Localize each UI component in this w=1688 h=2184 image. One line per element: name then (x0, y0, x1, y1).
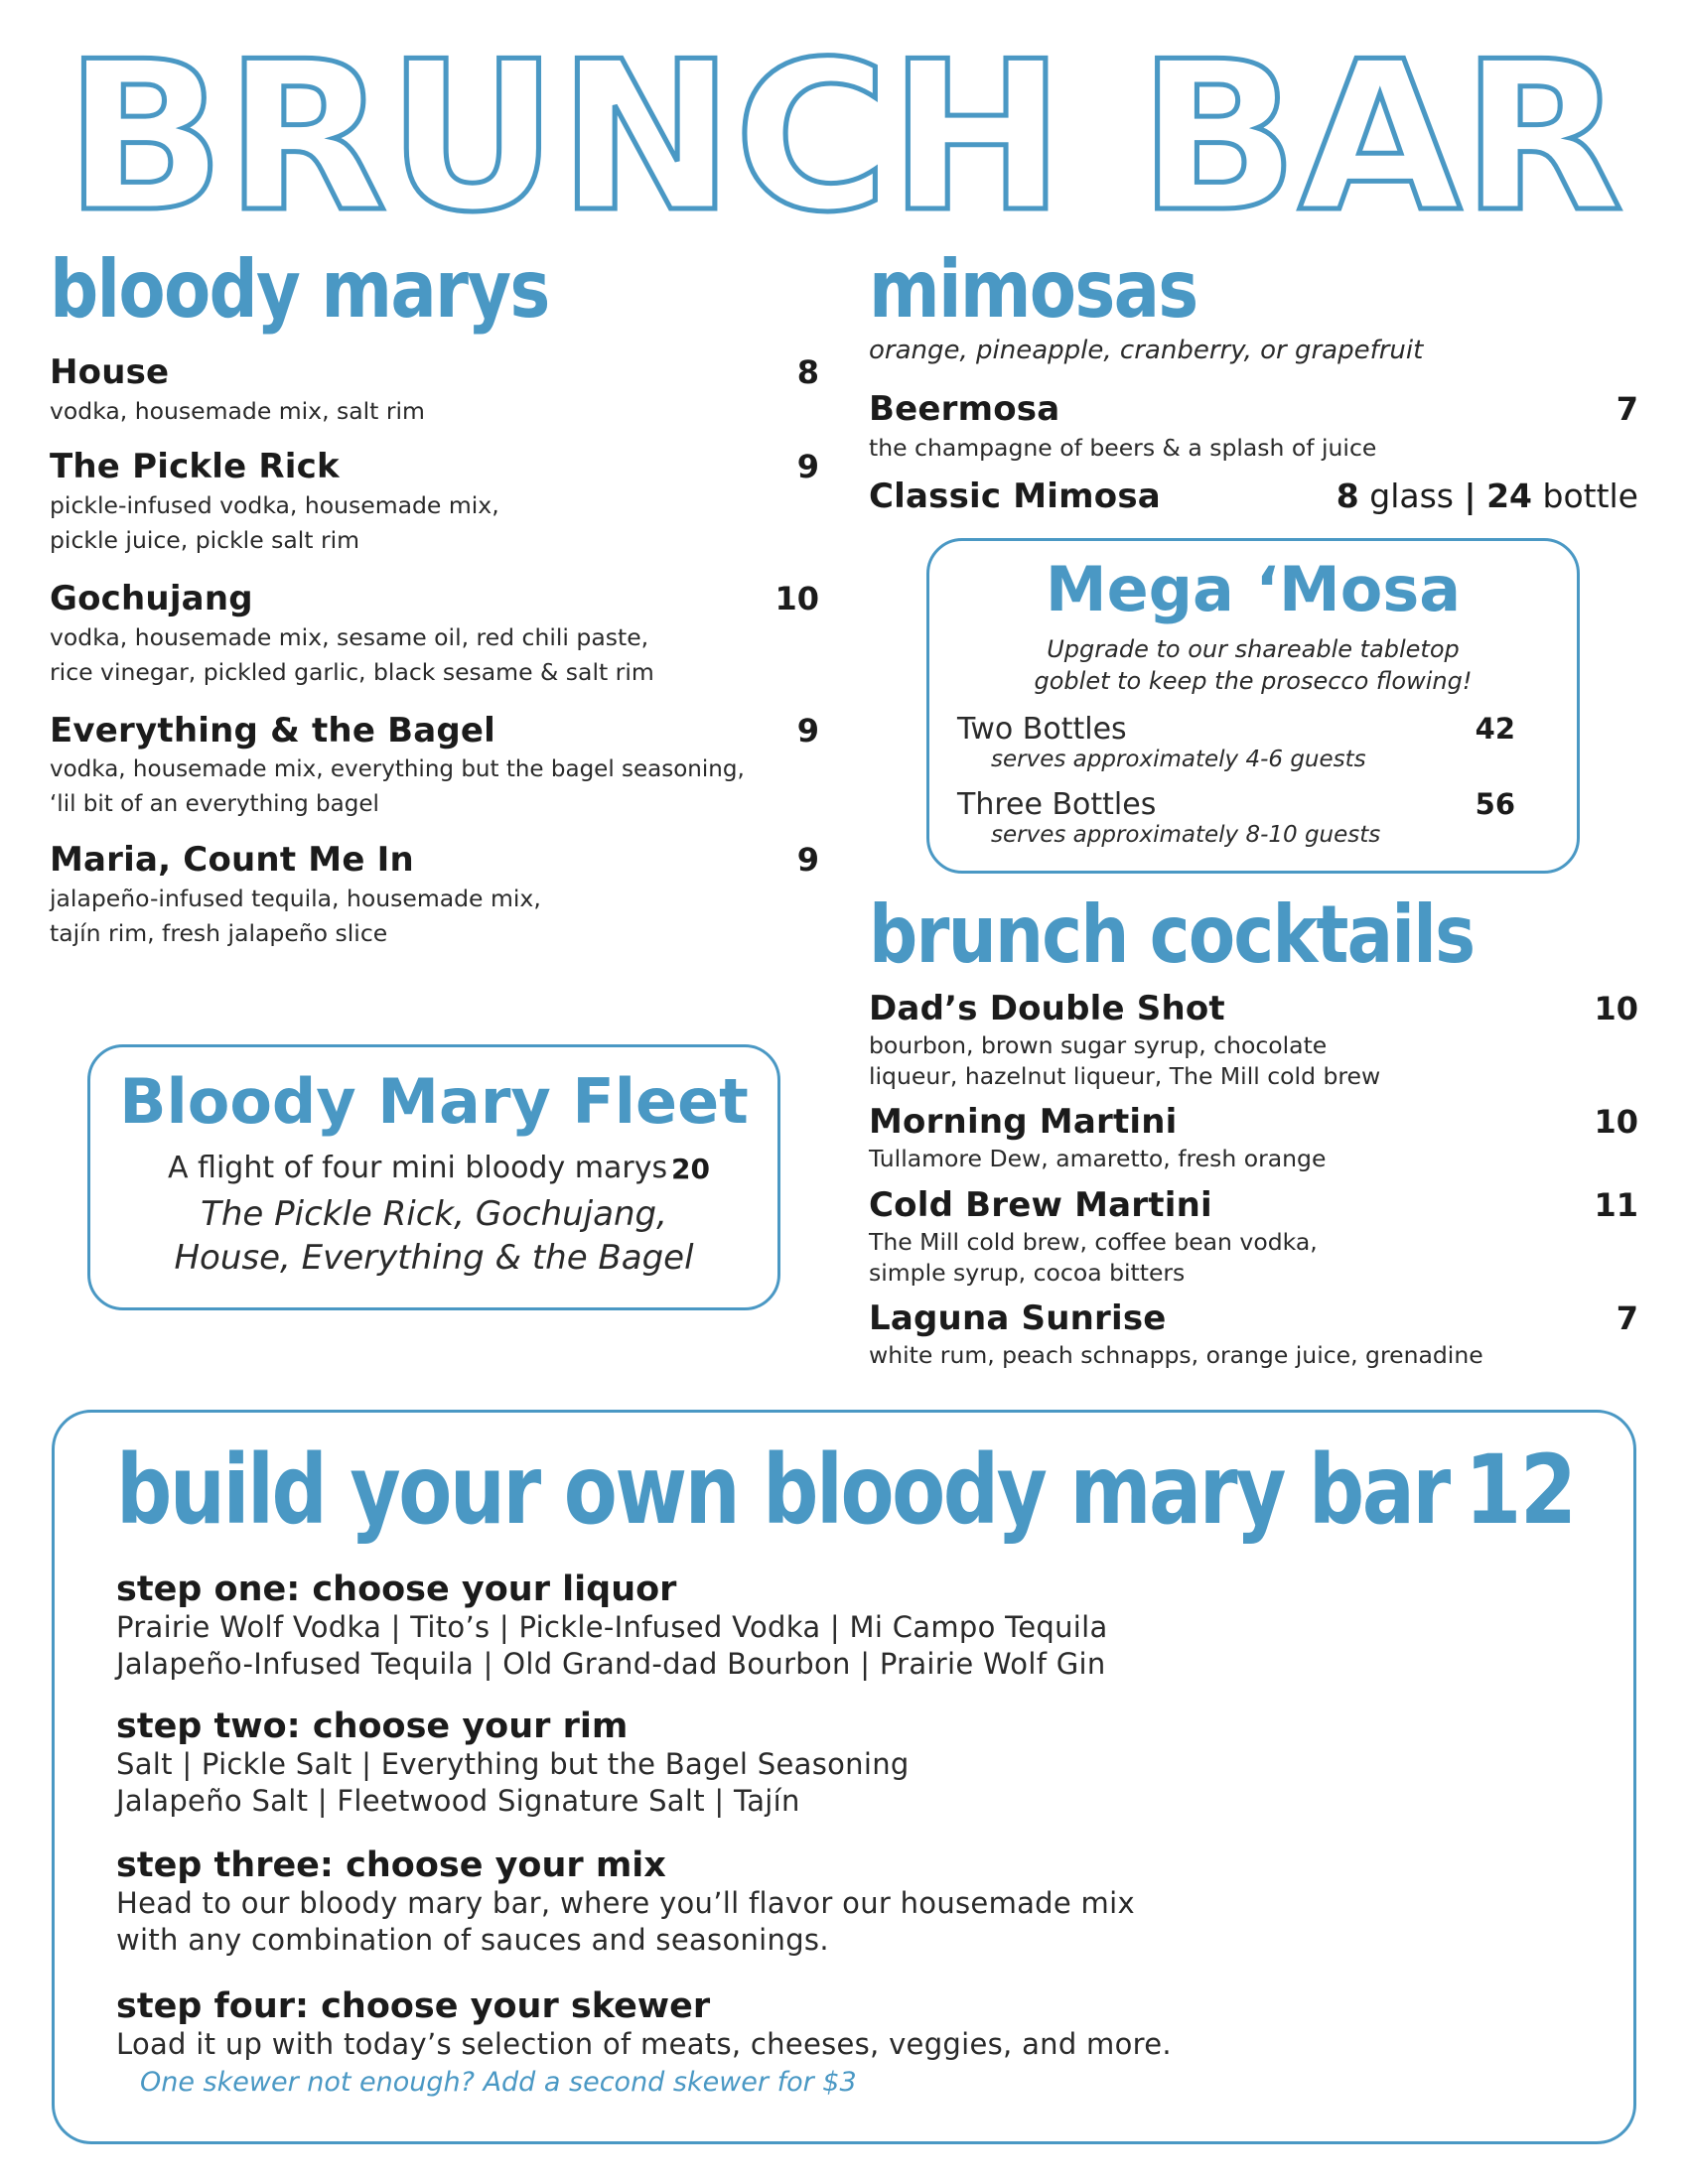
mega-mosa-tagline (929, 633, 1577, 697)
fleet-title: Bloody Mary Fleet (119, 1065, 749, 1138)
fleet-description: A flight of four mini bloody marys (168, 1151, 668, 1185)
option-price: 42 (1475, 712, 1515, 746)
step-body: Salt | Pickle Salt | Everything but the Bagel Seasoning Jalapeño Salt | Fleetwood Signature Salt | Tajín (116, 1747, 910, 1818)
mega-mosa-box (926, 538, 1580, 874)
byo-step (116, 1986, 1556, 2063)
page-title-text: BRUNCH BAR (65, 20, 1623, 238)
item-description: bourbon, brown sugar syrup, chocolate liqueur, hazelnut liqueur, The Mill cold brew (869, 1031, 1381, 1090)
tagline-line: goblet to keep the prosecco flowing! (1034, 667, 1473, 695)
menu-item (50, 447, 819, 579)
item-price: 9 (796, 841, 819, 879)
mimosas-subtitle: orange, pineapple, cranberry, or grapefruit (869, 336, 1424, 365)
item-name: Gochujang (50, 579, 253, 618)
item-description: jalapeño-infused tequila, housemade mix, tajín rim, fresh jalapeño slice (50, 885, 541, 947)
item-description: the champagne of beers & a splash of juice (869, 434, 1377, 462)
item-description: vodka, housemade mix, salt rim (50, 397, 425, 425)
item-price: 9 (796, 712, 819, 750)
option-name: Two Bottles (957, 712, 1127, 747)
bottle-label: bottle (1542, 477, 1638, 515)
step-title: step one: choose your liquor (116, 1570, 677, 1609)
fleet-desc-row (168, 1151, 667, 1185)
menu-item-classic-mimosa (869, 477, 1638, 516)
step-title: step four: choose your skewer (116, 1986, 711, 2026)
mega-mosa-option (957, 712, 1515, 787)
glass-price: 8 (1336, 477, 1359, 515)
brunch-cocktails-heading: brunch cocktails (869, 888, 1475, 981)
item-name: Laguna Sunrise (869, 1298, 1167, 1338)
mimosas-heading: mimosas (869, 243, 1197, 336)
item-name: House (50, 352, 170, 392)
item-description: vodka, housemade mix, everything but the bagel seasoning, ‘lil bit of an everything bagel (50, 756, 745, 817)
item-description: white rum, peach schnapps, orange juice, grenadine (869, 1341, 1483, 1369)
bottle-price: 24 (1486, 477, 1532, 515)
mimosas-list (869, 389, 1638, 516)
byo-step (116, 1845, 1556, 1986)
menu-item (50, 840, 819, 951)
price-separator: | (1464, 477, 1477, 515)
fleet-box (87, 1044, 780, 1310)
item-price: 7 (1616, 390, 1638, 428)
page-title-graphic (0, 20, 1688, 238)
mega-mosa-option (957, 787, 1515, 848)
step-title: step three: choose your mix (116, 1845, 666, 1885)
bloody-marys-heading: bloody marys (50, 243, 549, 336)
item-description: pickle-infused vodka, housemade mix, pickle juice, pickle salt rim (50, 491, 499, 554)
option-note: serves approximately 4-6 guests (991, 747, 1366, 772)
item-name: Beermosa (869, 389, 1060, 429)
bloody-marys-list (50, 352, 819, 951)
menu-item (50, 711, 819, 840)
byo-bar-header (116, 1434, 1688, 1546)
step-body: Load it up with today’s selection of meats, cheeses, veggies, and more. (116, 2027, 1172, 2061)
item-description: vodka, housemade mix, sesame oil, red chili paste, rice vinegar, pickled garlic, black sesame & salt rim (50, 623, 654, 686)
fleet-price: 20 (671, 1153, 710, 1185)
menu-item (869, 989, 1638, 1102)
brunch-cocktails-list (869, 989, 1638, 1371)
mega-mosa-title: Mega ‘Mosa (1045, 553, 1462, 625)
item-price: 10 (1594, 990, 1638, 1027)
item-price: 10 (1594, 1103, 1638, 1141)
item-description: Tullamore Dew, amaretto, fresh orange (869, 1145, 1327, 1172)
item-name: Maria, Count Me In (50, 840, 414, 880)
item-price: 11 (1594, 1186, 1638, 1224)
item-name: Cold Brew Martini (869, 1185, 1212, 1225)
tagline-line: Upgrade to our shareable tabletop (1047, 635, 1460, 663)
page-title (0, 20, 1688, 238)
step-body: Prairie Wolf Vodka | Tito’s | Pickle-Infused Vodka | Mi Campo Tequila Jalapeño-Infused Tequila | Old Grand-dad Bourbon | Prairie Wolf Gin (116, 1610, 1108, 1681)
menu-item (869, 1298, 1638, 1371)
byo-bar-price: 12 (1465, 1434, 1576, 1546)
menu-item (869, 1185, 1638, 1298)
item-description: The Mill cold brew, coffee bean vodka, simple syrup, cocoa bitters (869, 1228, 1318, 1287)
menu-item (869, 1102, 1638, 1185)
fleet-list (90, 1192, 777, 1280)
fleet-list-line: House, Everything & the Bagel (174, 1238, 694, 1278)
item-price: 10 (774, 580, 819, 617)
option-note: serves approximately 8-10 guests (991, 822, 1381, 848)
fleet-list-line: The Pickle Rick, Gochujang, (201, 1194, 667, 1234)
item-price: 8 (796, 353, 819, 391)
classic-mimosa-prices (1336, 477, 1638, 515)
option-name: Three Bottles (957, 787, 1157, 822)
mega-mosa-options (957, 712, 1515, 848)
item-name: The Pickle Rick (50, 447, 340, 486)
item-price: 9 (796, 448, 819, 485)
byo-bar-box (52, 1410, 1636, 2144)
step-body: Head to our bloody mary bar, where you’ll flavor our housemade mix with any combination of sauces and seasonings. (116, 1886, 1135, 1957)
byo-step (116, 1570, 1556, 1706)
glass-label: glass (1369, 477, 1454, 515)
menu-item (50, 352, 819, 447)
byo-steps (116, 1570, 1556, 2098)
byo-bar-heading: build your own bloody mary bar (116, 1434, 1449, 1546)
byo-step (116, 1706, 1556, 1845)
item-name: Everything & the Bagel (50, 711, 496, 751)
menu-item (869, 389, 1638, 477)
option-price: 56 (1475, 787, 1515, 821)
item-name: Dad’s Double Shot (869, 989, 1225, 1028)
item-name: Morning Martini (869, 1102, 1178, 1142)
item-price: 7 (1616, 1299, 1638, 1337)
byo-footnote: One skewer not enough? Add a second skewer for $3 (140, 2067, 857, 2098)
menu-item (50, 579, 819, 711)
item-name: Classic Mimosa (869, 477, 1161, 516)
step-title: step two: choose your rim (116, 1706, 629, 1746)
